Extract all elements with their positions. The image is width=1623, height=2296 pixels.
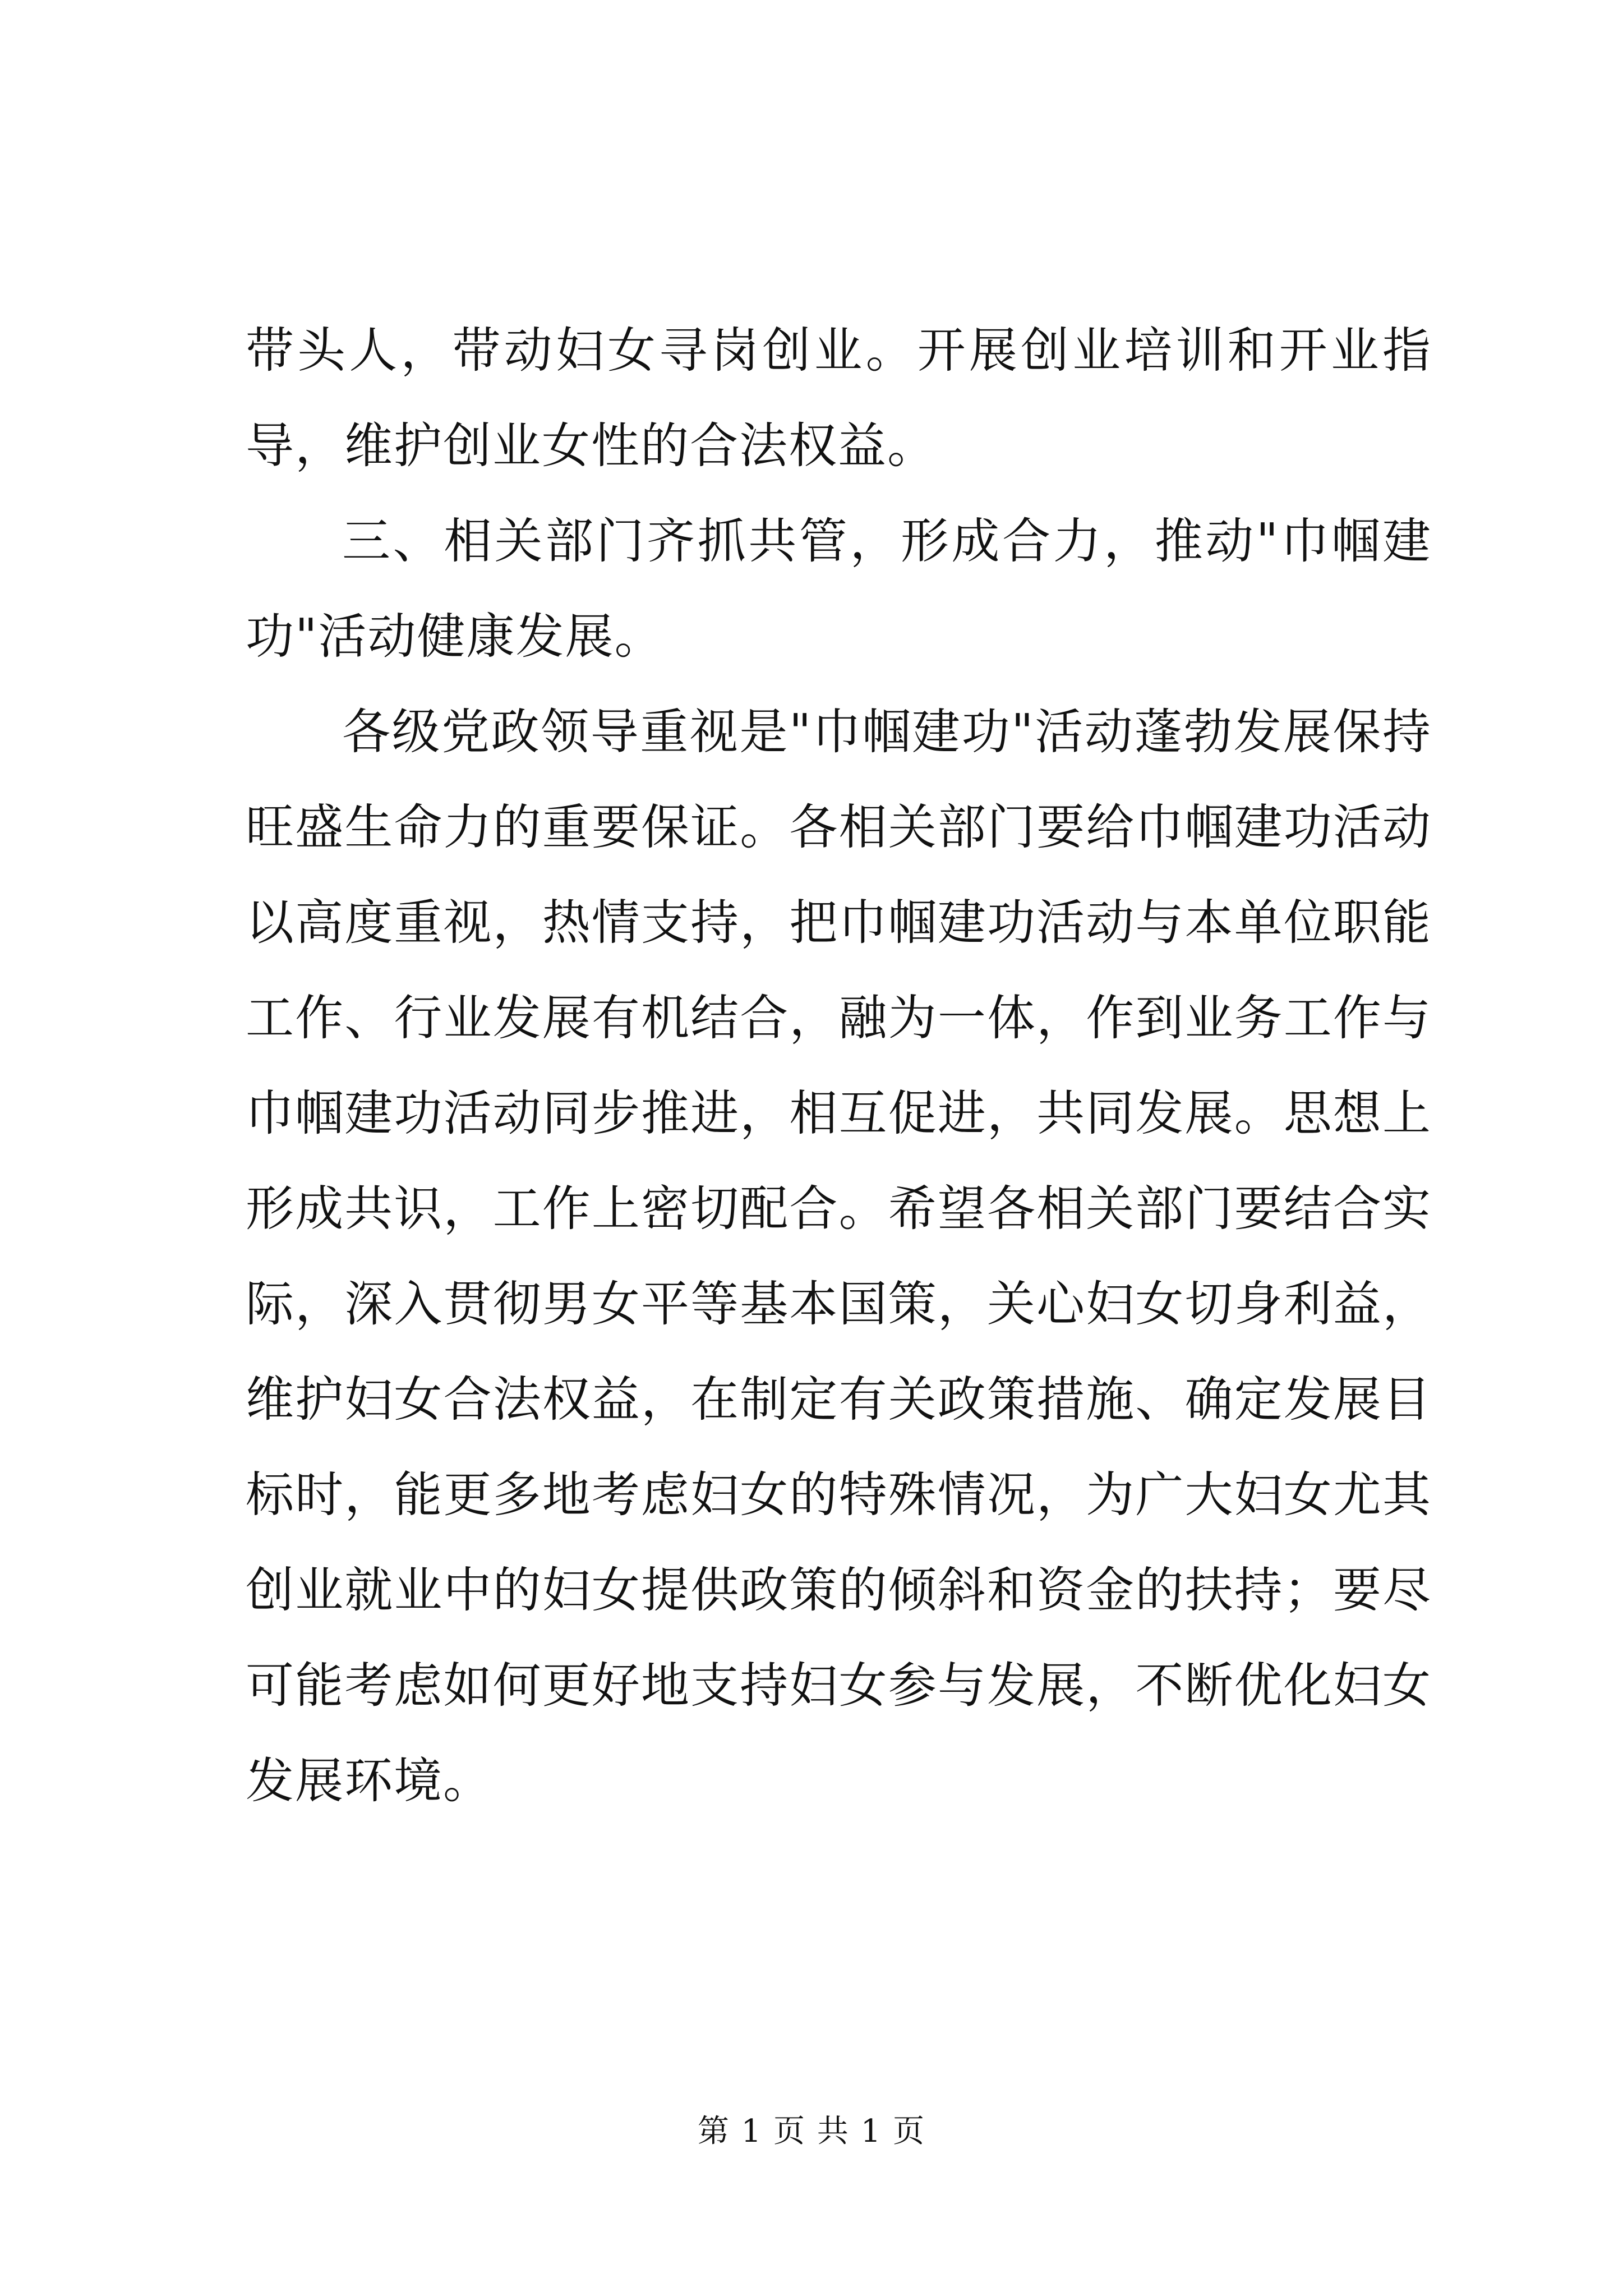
document-body bbox=[246, 303, 1432, 1829]
paragraph-body: 各级党政领导重视是"巾帼建功"活动蓬勃发展保持旺盛生命力的重要保证。各相关部门要给巾帼建功活动以高度重视，热情支持，把巾帼建功活动与本单位职能工作、行业发展有机结合，融为一体，作到业务工作与巾帼建功活动同步推进，相互促进，共同发展。思想上形成共识，工作上密切配合。希望各相关部门要结合实际，深入贯彻男女平等基本国策，关心妇女切身利益，维护妇女合法权益，在制定有关政策措施、确定发展目标时，能更多地考虑妇女的特殊情况，为广大妇女尤其创业就业中的妇女提供政策的倾斜和资金的扶持；要尽可能考虑如何更好地支持妇女参与发展，不断优化妇女发展环境。 bbox=[246, 704, 1432, 1809]
paragraph-continuation: 带头人，带动妇女寻岗创业。开展创业培训和开业指导，维护创业女性的合法权益。 bbox=[246, 323, 1432, 474]
section-heading: 三、相关部门齐抓共管，形成合力，推动"巾帼建功"活动健康发展。 bbox=[246, 513, 1432, 665]
page-footer: 第 1 页 共 1 页 bbox=[697, 2113, 926, 2150]
